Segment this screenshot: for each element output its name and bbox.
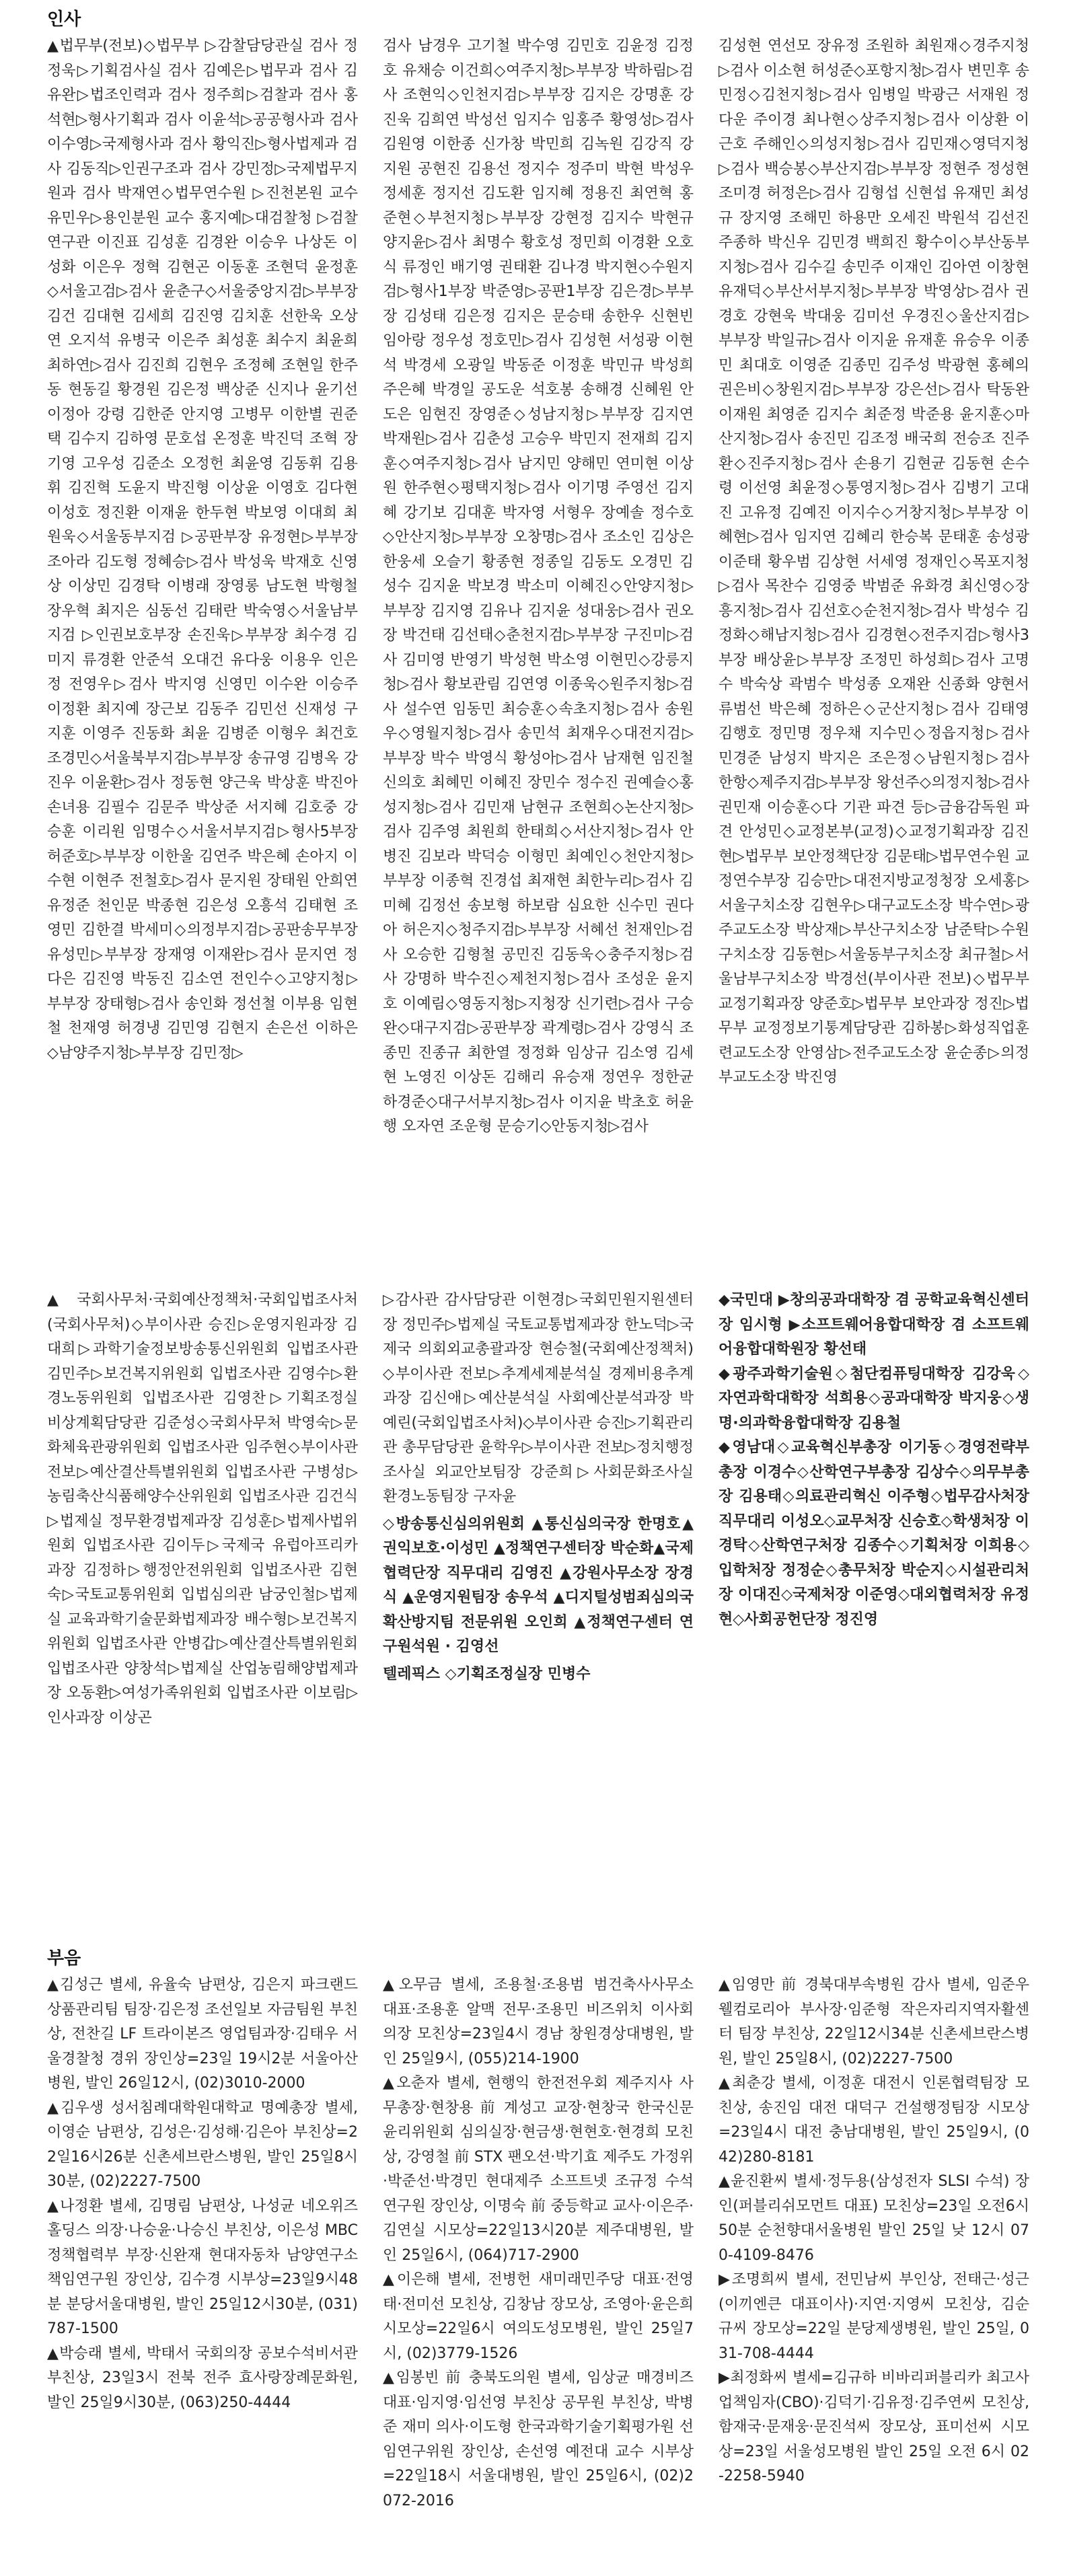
telepix-block: 텔레픽스 ◇기획조정실장 민병수 (383, 1665, 591, 1683)
broadcast-commission-block: ◇방송통신심의위원회 ▲통신심의국장 한명호▲권익보호·이성민 ▲정책연구센터장 박순화▲국제협력단장 직무대리 김영진 ▲강원사무소장 장경식 ▲운영지원팀장 송우석 ▲디지털성범죄심의국 확산방지팀 전문위원 오인희 ▲정책연구센터 연구원석원 · 김영선 (383, 1515, 694, 1655)
assembly-column-3: ◆국민대 ▶창의공과대학장 겸 공학교육혁신센터장 임시형 ▶소프트웨어융합대학장 겸 소프트웨어융합대학원장 황선태 ◆광주과학기술원◇첨단컴퓨팅대학장 김강욱◇자연과학대학장 석희용◇공과대학장 박지웅◇생명·의과학융합대학장 김용철 ◆영남대◇교육혁신부총장 이기동◇경영전략부총장 이경수◇산학연구부총장 김상수◇의무부총장 김용태◇의료관리혁신 이주형◇법무감사처장 직무대리 이성오◇교무처장 신승호◇학생처장 이경탁◇산학연구처장 김종수◇기획처장 이희용◇입학처장 정정순◇총무처장 박순지◇시설관리처장 이대진◇국제처장 이준영◇대외협력처장 유정현◇사회공헌단장 정진영 (719, 1292, 1029, 1628)
assembly-column-1: ▲국회사무처·국회예산정책처·국회입법조사처(국회사무처)◇부이사관 승진▷운영지원과장 김대희▷과학기술정보방송통신위원회 입법조사관 김민주▷보건복지위원회 입법조사관 김영수▷환경노동위원회 입법조사관 김영찬▷기획조정실 비상계획담당관 김준성◇국회사무처 박영숙▷문화체육관광위원회 입법조사관 임주현◇부이사관 전보▷예산결산특별위원회 입법조사관 구병성▷농림축산식품해양수산위원회 입법조사관 김건식▷법제실 정무환경법제과장 김성훈▷법제사법위원회 입법조사관 김이두▷국제국 유럽아프리카과장 김정하▷행정안전위원회 입법조사관 김현숙▷국토교통위원회 입법심의관 남궁인철▷법제실 교육과학기술문화법제과장 배수형▷보건복지위원회 입법조사관 안병갑▷예산결산특별위원회 입법조사관 양창석▷법제실 산업농림해양법제과장 오동환▷여성가족위원회 입법조사관 이보림▷인사과장 이상곤 (47, 1292, 358, 1726)
section-title-obituary: 부음 (47, 1948, 81, 1968)
assembly-column-2 (383, 1288, 694, 1730)
obituary-column-2: ▲오무금 별세, 조용철·조용범 범건축사사무소 대표·조용훈 알맥 전무·조용민 비즈위치 이사회의장 모친상=23일4시 경남 창원경상대병원, 발인 25일9시, (055)214-1900 ▲오춘자 별세, 현행익 한전전우회 제주지사 사무총장·현창용 前 계성고 교장·현창국 한국신문윤리위원회 심의실장·현금생·현현호·현경희 모친상, 강영철 前 STX 팬오션·박기효 제주도 가정위·박준선·박경민 현대제주 소프트넷 조규정 수석연구원 장인상, 이명숙 前 중등학교 교사·이은주·김연실 시모상=22일13시20분 제주대병원, 발인 25일6시, (064)717-2900 ▲이은해 별세, 전병헌 새미래민주당 대표·전영태·전미선 모친상, 김창남 장모상, 조영아·윤은희 시모상=22일6시 여의도성모병원, 발인 25일7시, (02)3779-1526 ▲임봉빈 前 충북도의원 별세, 임상균 매경비즈 대표·임지영·임선영 부친상 공무원 부친상, 박병준 재미 의사·이도형 한국과학기술기획평가원 선임연구위원 장인상, 손선영 예전대 교수 시부상=22일18시 서울대병원, 발인 25일6시, (02)2072-2016 (383, 1977, 694, 2509)
assembly-personnel-section (47, 1288, 1029, 1730)
personnel-section (47, 5, 1029, 1140)
personnel-column-2: 검사 남경우 고기철 박수영 김민호 김윤정 김정호 유채승 이건희◇여주지청▷부부장 박하림▷검사 조현익◇인천지검▷부부장 김지은 강명훈 강진욱 김희연 박성선 임지수 임홍주 황영성▷검사 김원영 이한종 신가창 박민희 김녹원 김강직 강지원 공현진 김용선 정지수 정주미 박현 박성우 정세훈 정지선 김도환 임지혜 정용진 최연혁 홍준현◇부천지청▷부부장 강현정 김지수 박현규 양지윤▷검사 최명수 황호성 정민희 이경환 오호식 류정인 배기영 권태환 김나경 박지현◇수원지검▷형사1부장 박준영▷공판1부장 김은경▷부부장 김성태 김은정 김지은 문승태 송한우 신현빈 임아랑 정우성 정호민▷검사 김성현 서성광 이현석 박경세 오광일 박동준 이정훈 박민규 박성희 주은혜 박경일 공도운 석호봉 송해경 신혜원 안도은 임현진 장영준◇성남지청▷부부장 김지연 박재원▷검사 김춘성 고승우 박민지 전재희 김지훈◇여주지청▷검사 남지민 양해민 연미현 이상원 한주현◇평택지청▷검사 이기명 주영선 김지혜 강기보 김대훈 박자영 서형우 장예솔 정수호◇안산지청▷부부장 오창명▷검사 조소인 김상은 한웅세 오슬기 황종현 정종일 김동도 오경민 김성수 김지윤 박보경 박소미 이혜진◇안양지청▷부부장 김지영 김유나 김지윤 성대웅▷검사 권오장 박건태 김선태◇춘천지검▷부부장 구진미▷검사 김미영 반영기 박성현 박소영 이현민◇강릉지청▷검사 황보관림 김연영 이종욱◇원주지청▷검사 설수연 임동민 최승훈◇속초지청▷검사 송원우◇영월지청▷검사 송민석 최재우◇대전지검▷부부장 박수 박영식 황성아▷검사 남재현 임진철 신의호 최혜민 이혜진 장민수 정수진 권예슬◇홍성지청▷검사 김민재 남현규 조현희◇논산지청▷검사 김주영 최원희 한태희◇서산지청▷검사 안병진 김보라 박덕승 이형민 최예인◇천안지청▷부부장 이종혁 진경섭 최재현 최한누리▷검사 김미혜 김정선 송보형 하보람 심요한 신수민 권다아 허은지◇청주지검▷부부장 서혜선 천재인▷검사 오승한 김형철 공민진 김동욱◇충주지청▷검사 강명하 박수진◇제천지청▷검사 조성운 윤지호 이예림◇영동지청▷지청장 신기련▷검사 구승완◇대구지검▷공판부장 곽계령▷검사 강영식 조종민 진종규 최한열 정정화 임상규 김소영 김세현 노영진 이상돈 김해리 유승재 정연우 정한균 하경준◇대구서부지청▷검사 이지윤 박초호 허윤행 오자연 조운형 문승기◇안동지청▷검사 (383, 38, 694, 1135)
obituary-column-1: ▲김성근 별세, 유율숙 남편상, 김은지 파크랜드 상품관리팀 팀장·김은정 조선일보 자금팀원 부친상, 전찬길 LF 트라이본즈 영업팀과장·김태우 서울경찰청 경위 장인상=23일 19시2분 서울아산병원, 발인 26일12시, (02)3010-2000 ▲김우생 성서침례대학원대학교 명예총장 별세, 이영순 남편상, 김성은·김성해·김은아 부친상=22일16시26분 신촌세브란스병원, 발인 25일8시30분, (02)2227-7500 ▲나정환 별세, 김명림 남편상, 나성균 네오위즈홀딩스 의장·나승윤·나승신 부친상, 이은성 MBC 정책협력부 부장·신완재 현대자동차 남양연구소 책임연구원 장인상, 김수경 시부상=23일9시48분 분당서울대병원, 발인 25일12시30분, (031)787-1500 ▲박승래 별세, 박태서 국회의장 공보수석비서관 부친상, 23일3시 전북 전주 효사랑장례문화원, 발인 25일9시30분, (063)250-4444 (47, 1977, 358, 2411)
obituary-column-3: ▲임영만 前 경북대부속병원 감사 별세, 임준우 웰컴로리아 부사장·임준형 작은자리지역자활센터 팀장 부친상, 22일12시34분 신촌세브란스병원, 발인 25일8시, (02)2227-7500 ▲최춘강 별세, 이정훈 대전시 인론협력팀장 모친상, 송진임 대전 대덕구 건설행정팀장 시모상=23일4시 대전 충남대병원, 발인 25일9시, (042)280-8181 ▲윤진환씨 별세·정두용(삼성전자 SLSI 수석) 장인(퍼블리쉬모먼트 대표) 모친상=23일 오전6시50분 순천향대서울병원 발인 25일 낮 12시 070-4109-8476 ▶조명희씨 별세, 전민남씨 부인상, 전태근·성근(이끼엔큰 대표이사)·지연·지영씨 모친상, 김순규씨 장모상=22일 분당제생병원, 발인 25일, 031-708-4444 ▶최정화씨 별세=김규하 비바리퍼블리카 최고사업책임자(CBO)·김덕기·김유정·김주연씨 모친상, 함재국·문재웅·문진석씨 장모상, 표미선씨 시모상=23일 서울성모병원 발인 25일 오전 6시 02-2258-5940 (719, 1977, 1029, 2485)
assembly-column-2-text: ▷감사관 감사담당관 이현경▷국회민원지원센터장 정민주▷법제실 국토교통법제과장 한노덕▷국제국 의회외교총괄과장 현승철(국회예산정책처)◇부이사관 전보▷추계세제분석실 경제비용추계과장 김신애▷예산분석실 사회예산분석과장 박예린(국회입법조사처)◇부이사관 승진▷기획관리관 총무담당관 윤학우▷부이사관 전보▷정치행정조사실 외교안보팀장 강준희▷사회문화조사실 환경노동팀장 구자윤 (383, 1292, 694, 1505)
personnel-column-1: ▲법무부(전보)◇법무부 ▷감찰담당관실 검사 정정욱▷기획검사실 검사 김예은▷법무과 검사 김유완▷법조인력과 검사 정주희▷검찰과 검사 홍석현▷형사기획과 검사 이윤석▷공공형사과 검사 이수영▷국제형사과 검사 황익진▷형사법제과 검사 김동직▷인권구조과 검사 강민정▷국제법무지원과 검사 박재연◇법무연수원 ▷진천본원 교수 유민우▷용인분원 교수 홍지예▷대검찰청 ▷검찰연구관 이진표 김성훈 김경완 이승우 나상돈 이성화 이은우 정혁 김현곤 이동훈 조현덕 윤정훈◇서울고검▷검사 윤춘구◇서울중앙지검▷부부장 김건 김대현 김세희 김진영 김치훈 선한욱 오상연 오지석 유병국 이은주 최성훈 최수지 최윤희 최하연▷검사 김진희 김현우 조정혜 조현일 한주동 현동길 황경원 김은정 백상준 신지나 윤기선 이정아 강령 김한준 안지영 고병무 이한별 권준택 김수지 김하영 문호섭 온정훈 박진덕 조혁 장기영 고우성 김준소 오정헌 최윤영 김동휘 김용휘 김진혁 도윤지 박진형 이상윤 이영호 김다현 이성호 정진환 이재윤 한두현 박보영 이대희 최원욱◇서울동부지검 ▷공판부장 유정현▷부부장 조아라 김도형 정혜승▷검사 박성욱 박재호 신영상 이상민 김경탁 이병래 장영롱 남도현 박형철 장우혁 최지은 심동선 김태란 박숙영◇서울남부지검 ▷인권보호부장 손진욱▷부부장 최수경 김미지 류경환 안준석 오대건 유다웅 이용우 인은정 전영우▷검사 박지영 신영민 이수완 이승주 이정환 최지예 장근보 김동주 김민선 신재성 구지훈 이영주 진동화 최윤 김병준 이형우 최건호 조경민◇서울북부지검▷부부장 송규영 김병옥 강진우 이윤환▷검사 정동현 양근욱 박상훈 박진아 손녀용 김필수 김문주 박상준 서지혜 김호중 강승훈 이리원 임명수◇서울서부지검▷형사5부장 허준호▷부부장 이한울 김연주 박은혜 손아지 이수현 이현주 전철호▷검사 문지원 장태원 안희연 유정준 천인문 박종현 김은성 오흥석 김태현 조영민 김한결 박세미◇의정부지검▷공판송무부장 유성민▷부부장 장재영 이재완▷검사 문지연 정다은 김진영 박동진 김소연 전인수◇고양지청▷부부장 장태형▷검사 송인화 정선철 이부용 임현철 천재영 허경냉 김민영 김현지 손은선 이하은◇남양주지청▷부부장 김민정▷ (47, 38, 358, 1062)
section-title-personnel: 인사 (47, 9, 81, 30)
obituary-section (47, 1944, 1029, 2513)
personnel-column-3: 김성현 연선모 장유정 조원하 최원재◇경주지청▷검사 이소현 허성준◇포항지청▷검사 변민후 송민정◇김천지청▷검사 임병일 박광근 서재원 정다운 주이경 최나현◇상주지청▷검사 이상환 이근호 주해인◇의성지청▷검사 김민재◇영덕지청▷검사 백승봉◇부산지검▷부부장 정현주 정성현 조미경 허정은▷검사 김형섭 신현섭 유재민 최성규 장지영 조해민 하용만 오세진 박원석 김선진 주종하 박신우 김민경 백희진 황수이◇부산동부지청▷검사 김수길 송민주 이재인 김아연 이창현 유재덕◇부산서부지청▷부부장 박영상▷검사 권경호 강현욱 박대웅 김미선 우경진◇울산지검▷부부장 박일규▷검사 이지윤 유재훈 유승우 이종민 최대호 이영준 김종민 김주성 박광현 홍혜의 권은비◇창원지검▷부부장 강은선▷검사 탁동완 이재원 최영준 김지수 최준정 박준용 윤지훈◇마산지청▷검사 송진민 김조정 배국희 전승조 진주환◇진주지청▷검사 손용기 김현균 김동현 손수령 이선영 최윤정◇통영지청▷검사 김병기 고대진 고유정 김예진 이지수◇거창지청▷부부장 이혜현▷검사 임지연 김혜리 한승복 문태훈 송성광 이준태 황우범 김상현 서세영 정재인◇목포지청▷검사 목찬수 김영중 박범준 유화경 최신영◇장흥지청▷검사 김선호◇순천지청▷검사 박성수 김정화◇해남지청▷검사 김경현◇전주지검▷형사3부장 배상윤▷부부장 조정민 하성희▷검사 고명수 박숙상 곽범수 박성종 오재완 신종화 양현서 류범선 박은혜 정하은◇군산지청▷검사 김태영 김행호 정민명 정우채 지수민◇정읍지청▷검사 민경준 남성지 박지은 조은정◇남원지청▷검사 한항◇제주지검▷부부장 왕선주◇의정지청▷검사 권민재 이승훈◇다 기관 파견 등▷금융감독원 파견 안성민◇교정본부(교정)◇교정기획과장 김진현▷법무부 보안정책단장 김문태▷법무연수원 교정연수부장 김승만▷대전지방교정청장 오세홍▷서울구치소장 김현우▷대구교도소장 박수연▷광주교도소장 박상재▷부산구치소장 남준탁▷수원구치소장 김동현▷서울동부구치소장 최규철▷서울남부구치소장 박경선(부이사관 전보)◇법무부 교정기획과장 양준호▷법무부 보안과장 정진▷법무부 교정정보기통계담당관 김하봉▷화성직업훈련교도소장 안영삼▷전주교도소장 윤순종▷의정부교도소장 박진영 (719, 38, 1029, 1086)
